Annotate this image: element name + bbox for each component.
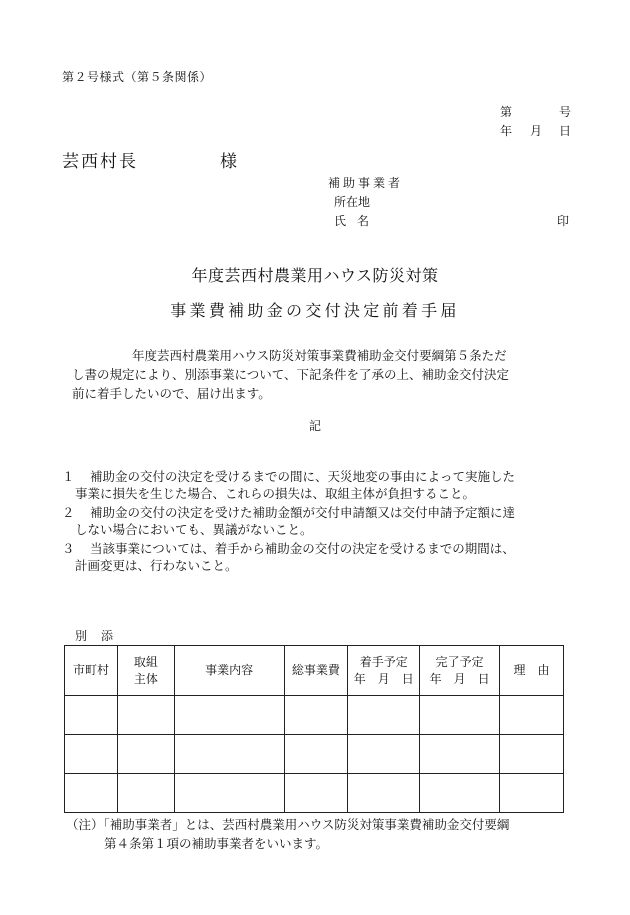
addressee-name: 芸西村長 [62,152,138,172]
condition-item [62,540,578,574]
table-cell[interactable] [420,696,500,735]
table-header-row [65,646,564,696]
table-cell[interactable] [500,735,564,774]
table-cell[interactable] [174,774,284,813]
conditions-list [62,468,578,576]
table-cell[interactable] [65,735,118,774]
footnote [66,815,509,853]
table-row [65,696,564,735]
document-title-line1: 年度芸西村農業用ハウス防災対策 [191,266,439,285]
header-project-content: 事業内容 [174,646,284,696]
table-cell[interactable] [284,735,348,774]
table-cell[interactable] [420,735,500,774]
form-number: 第２号様式（第５条関係） [62,70,213,84]
table-cell[interactable] [420,774,500,813]
body-line: 年度芸西村農業用ハウス防災対策事業費補助金交付要綱第５条ただ [132,348,507,363]
attachment-table [64,645,564,813]
header-total-cost: 総事業費 [284,646,348,696]
header-entity: 取組 主体 [117,646,174,696]
table-cell[interactable] [348,696,420,735]
addressee-honorific: 様 [220,152,237,172]
date-year-label: 年 [500,124,513,138]
seal-mark: 印 [557,214,570,228]
body-line: 前に着手したいので、届け出ます。 [72,386,271,401]
condition-text: 計画変更は、行わないこと。 [75,558,238,573]
document-number-prefix: 第 [500,105,513,119]
condition-text: 補助金の交付の決定を受けた補助金額が交付申請額又は交付申請予定額に達 [90,505,516,520]
applicant-block [328,174,403,231]
body-line: し書の規定により、別添事業について、下記条件を了承の上、補助金交付決定 [72,367,510,382]
table-cell[interactable] [174,735,284,774]
applicant-title: 補助事業者 [328,176,404,190]
applicant-name-label: 氏名 [334,214,381,228]
table-cell[interactable] [348,735,420,774]
table-cell[interactable] [117,774,174,813]
table-cell[interactable] [65,774,118,813]
condition-text: しない場合においても、異議がないこと。 [75,522,313,537]
header-start-date: 着手予定 年 月 日 [348,646,420,696]
condition-text: 事業に損失を生じた場合、これらの損失は、取組主体が負担すること。 [75,486,476,501]
table-cell[interactable] [65,696,118,735]
document-number-suffix: 号 [559,105,572,119]
applicant-address-label: 所在地 [334,195,371,209]
condition-number: １ [62,469,75,484]
table-cell[interactable] [284,774,348,813]
attachment-label: 別添 [75,629,128,643]
table-cell[interactable] [174,696,284,735]
condition-number: ３ [62,541,75,556]
table-cell[interactable] [500,696,564,735]
condition-text: 当該事業については、着手から補助金の交付の決定を受けるまでの期間は、 [90,541,515,556]
table-cell[interactable] [117,696,174,735]
header-reason: 理 由 [500,646,564,696]
condition-item [62,468,578,502]
table-row [65,735,564,774]
ki-heading: 記 [308,419,321,433]
table-cell[interactable] [284,696,348,735]
condition-text: 補助金の交付の決定を受けるまでの間に、天災地変の事由によって実施した [90,469,516,484]
document-title-line2: 事業費補助金の交付決定前着手届 [170,301,460,320]
header-completion-date: 完了予定 年 月 日 [420,646,500,696]
footnote-line: （注）「補助事業者」とは、芸西村農業用ハウス防災対策事業費補助金交付要綱 [66,817,510,832]
header-municipality: 市町村 [65,646,118,696]
table-cell[interactable] [117,735,174,774]
table-cell[interactable] [348,774,420,813]
body-paragraph [72,346,578,403]
date-day-label: 日 [559,124,572,138]
footnote-line: 第４条第１項の補助事業者をいいます。 [104,836,329,851]
date-month-label: 月 [530,124,543,138]
condition-number: ２ [62,505,75,520]
table-row [65,774,564,813]
condition-item [62,504,578,538]
table-cell[interactable] [500,774,564,813]
